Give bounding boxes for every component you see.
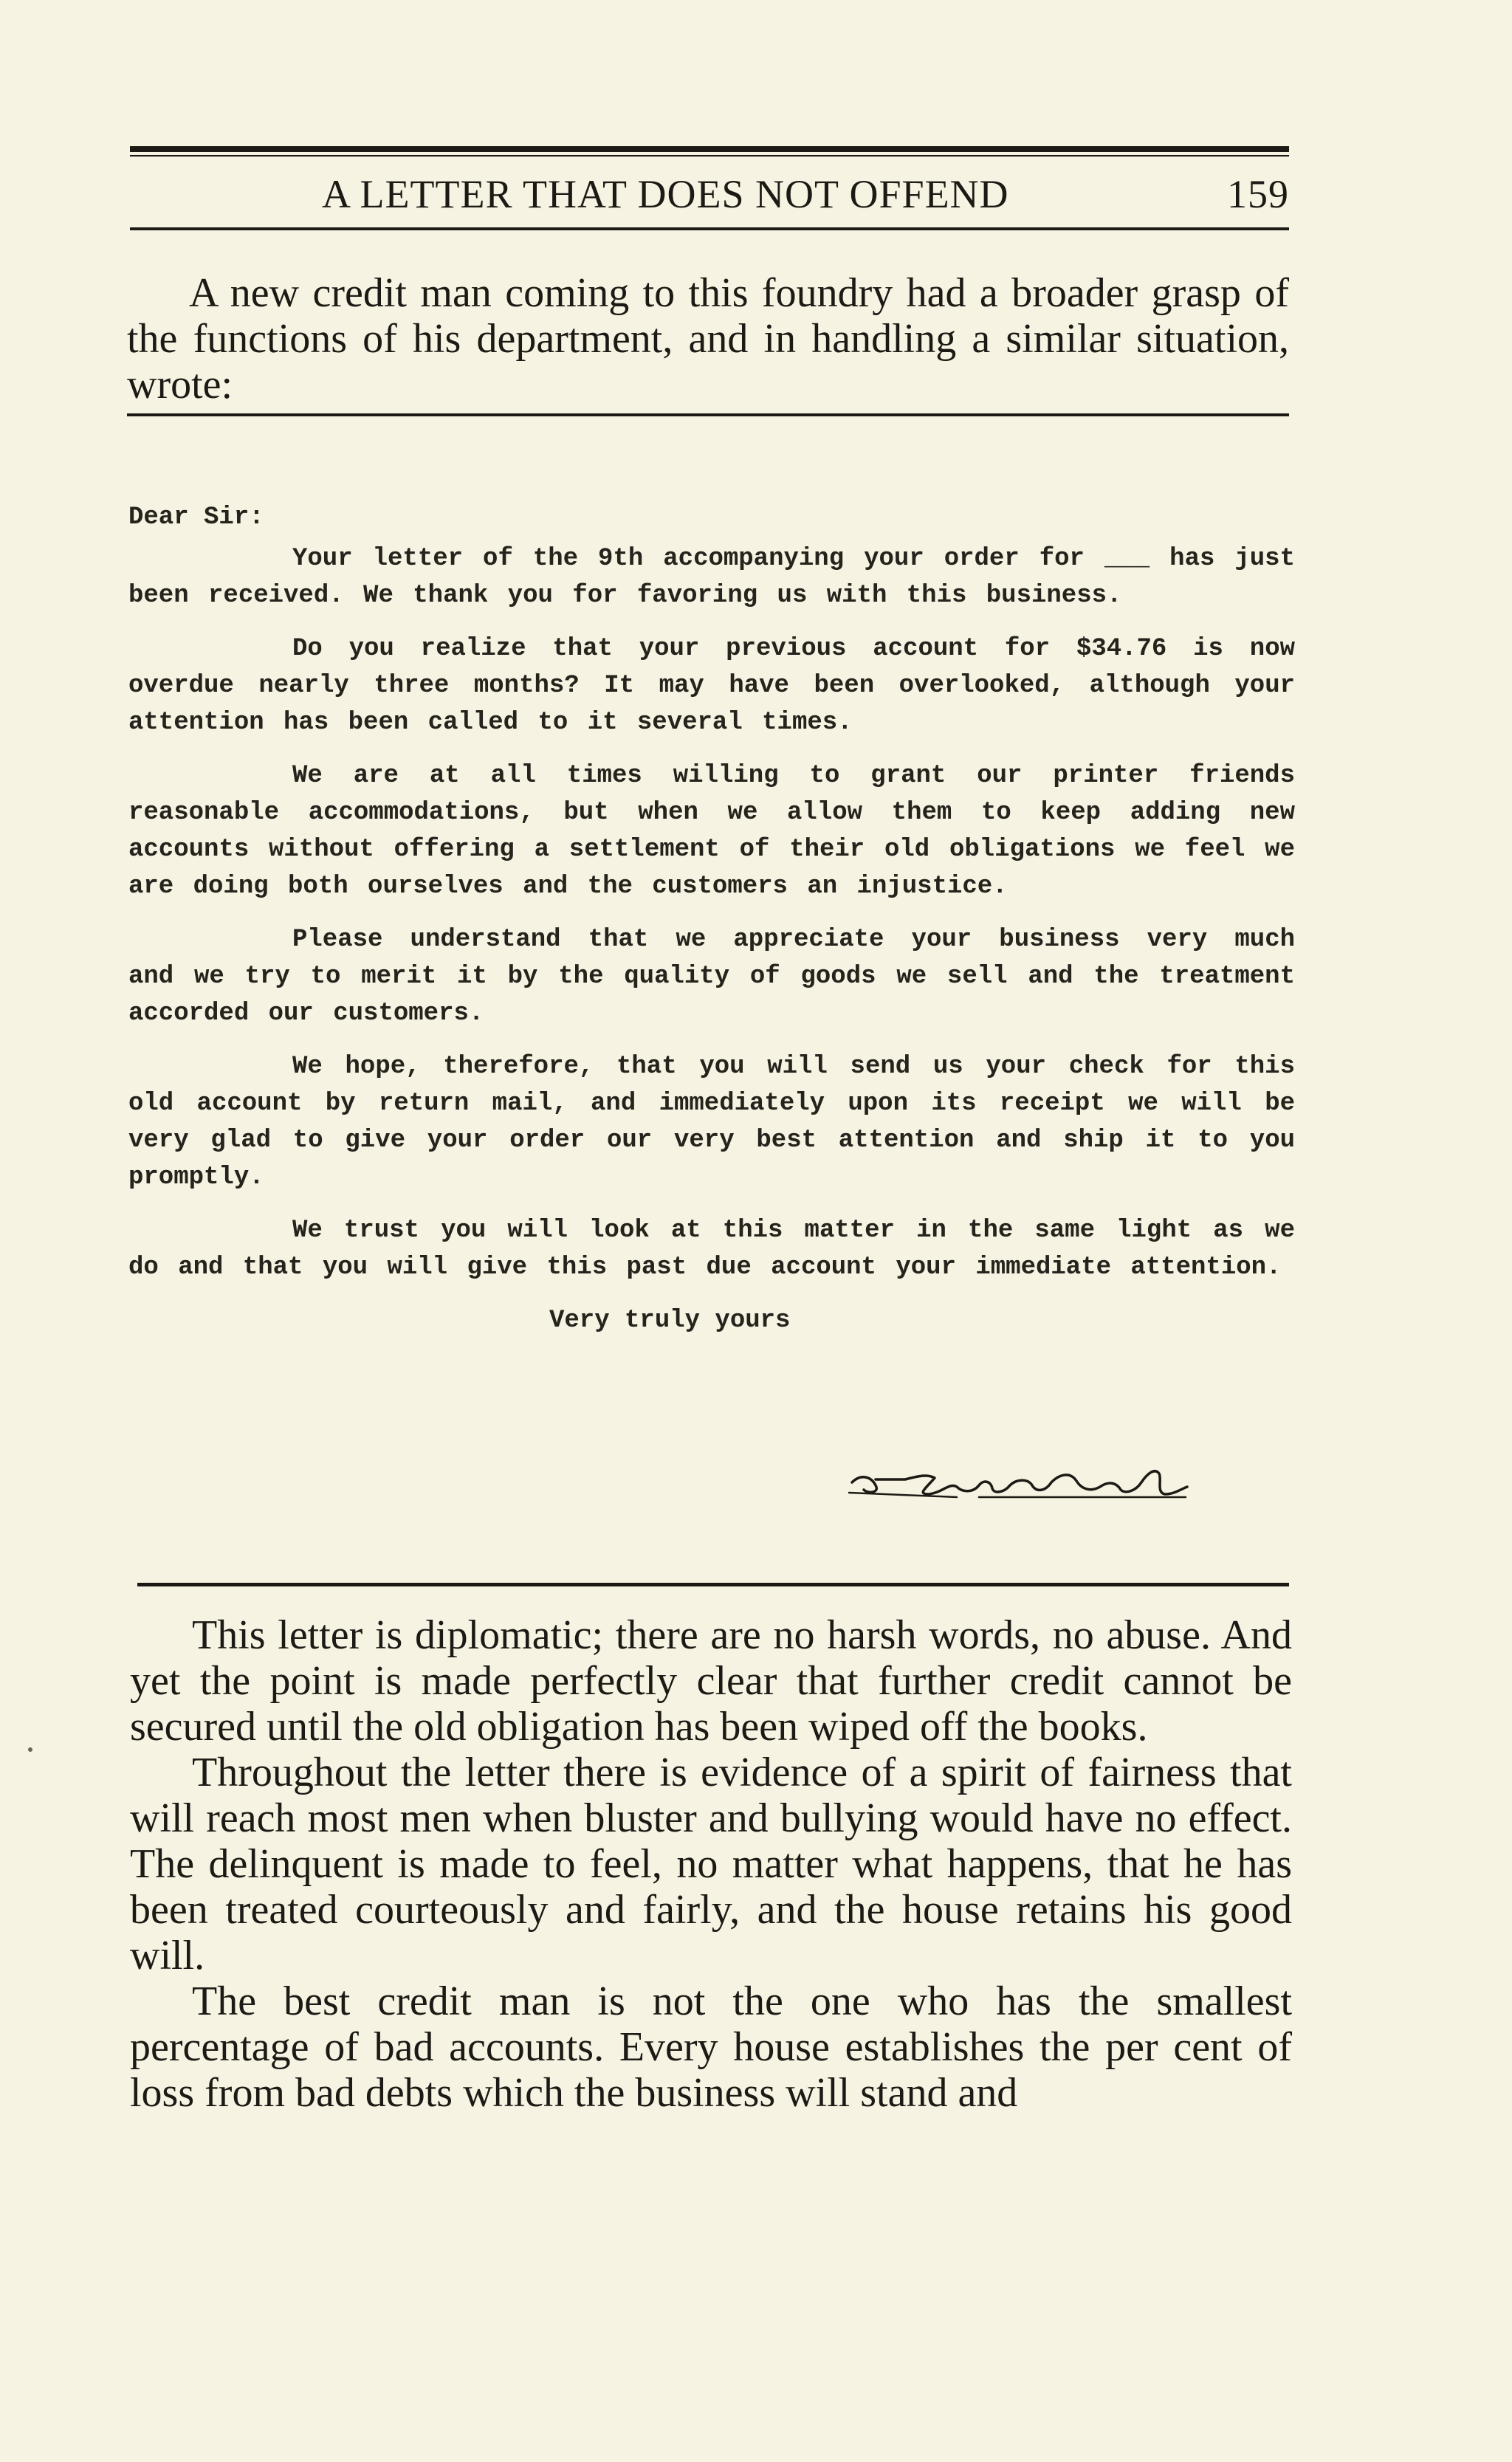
intro-text: A new credit man coming to this foundry had a broader grasp of the functions of his department, and in handling a similar situation, wrote: (127, 270, 1289, 408)
letter-divider (137, 1583, 1289, 1586)
letter-paragraph: Please understand that we appreciate your business very much and we try to merit it by the quality of goods we sell and the treatment accorded our customers. (128, 926, 1295, 1028)
header-rule-top (130, 146, 1289, 152)
letter-paragraph: Do you realize that your previous account for $34.76 is now overdue nearly three months? It may have been overlooked, although your attention has been called to it several times. (128, 635, 1295, 737)
letter-paragraph: We are at all times willing to grant our printer friends reasonable accommodations, but when we allow them to keep adding new accounts without offering a settlement of their old obligations we feel we are doing both ourselves and the customers an injustice. (128, 762, 1295, 901)
header-rule-bottom (130, 227, 1289, 230)
typewritten-letter (128, 499, 1295, 1339)
intro-paragraph (127, 270, 1289, 408)
header-rule-top-thin (130, 155, 1289, 157)
letter-paragraph: We hope, therefore, that you will send us your check for this old account by return mail, and immediately upon its receipt we will be very glad to give your order our very best attention and ship it to you promptly. (128, 1053, 1295, 1192)
commentary-paragraph: The best credit man is not the one who has the smallest percentage of bad accounts. Every house establishes the per cent of loss from bad debts which the business will stand and (130, 1978, 1292, 2116)
commentary (130, 1612, 1292, 2116)
margin-speck (28, 1747, 32, 1752)
intro-divider (127, 413, 1289, 416)
page-number: 159 (1227, 172, 1289, 216)
letter-paragraph: We trust you will look at this matter in the same light as we do and that you will give this past due account your immediate attention. (128, 1217, 1295, 1282)
handwritten-signature (846, 1460, 1193, 1505)
letter-closing: Very truly yours (549, 1307, 791, 1335)
running-title: A LETTER THAT DOES NOT OFFEND (322, 172, 1009, 216)
commentary-paragraph: This letter is diplomatic; there are no harsh words, no abuse. And yet the point is made perfectly clear that further credit cannot be secured until the old obligation has been wiped off the books. (130, 1612, 1292, 1750)
running-head (130, 168, 1289, 220)
letter-salutation: Dear Sir: (128, 503, 264, 532)
letter-paragraph: Your letter of the 9th accompanying your order for ___ has just been received. We thank you for favoring us with this business. (128, 545, 1295, 610)
commentary-paragraph: Throughout the letter there is evidence of a spirit of fairness that will reach most men when bluster and bullying would have no effect. The delinquent is made to feel, no matter what happens, that he has been treated courteously and fairly, and the house retains his good will. (130, 1750, 1292, 1978)
